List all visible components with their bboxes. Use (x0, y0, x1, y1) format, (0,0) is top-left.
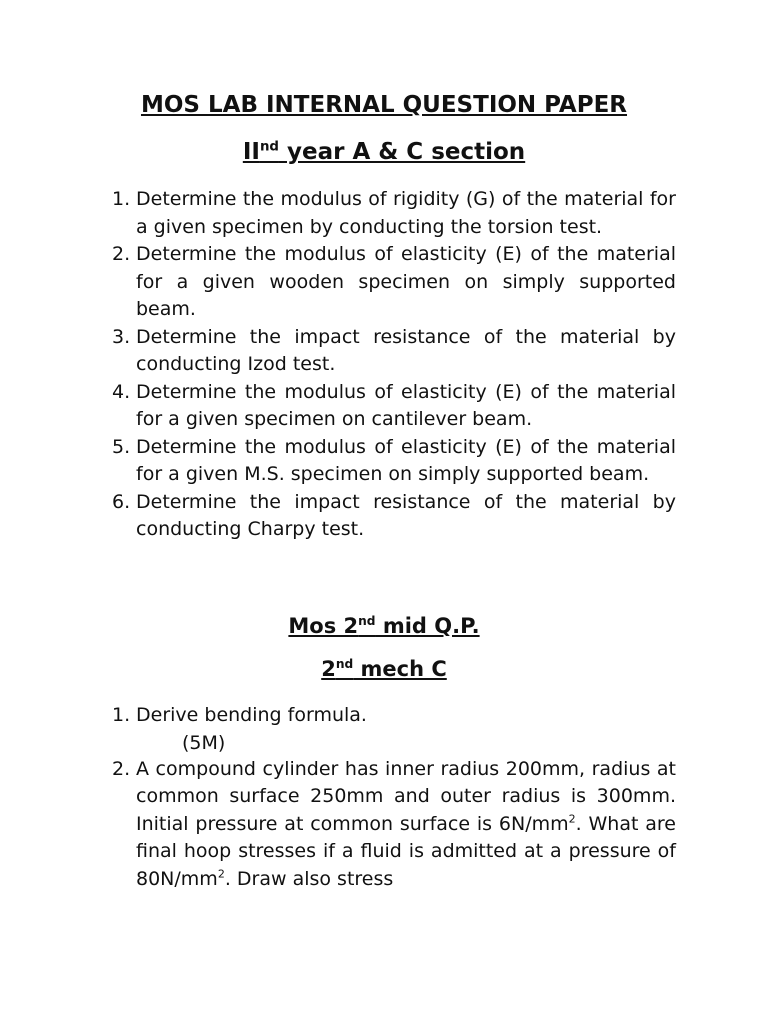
item-text: Determine the impact resistance of the material by conducting Izod test. (136, 325, 676, 375)
item-text: Determine the modulus of rigidity (G) of the material for a given specimen by conducting the torsion test. (136, 188, 676, 238)
item-text: Determine the modulus of elasticity (E) of the material for a given specimen on cantilever beam. (136, 380, 676, 430)
list-item (0, 756, 676, 894)
list-item (0, 489, 676, 544)
item-text (136, 758, 676, 890)
mid-title-rest: mid Q.P. (375, 614, 480, 638)
item-number: 1. (112, 704, 131, 726)
list-item (0, 434, 676, 489)
year-prefix: II (242, 139, 260, 165)
item-text: Determine the modulus of elasticity (E) of the material for a given wooden specimen on simply supported beam. (136, 243, 676, 320)
branch-superscript: nd (335, 657, 354, 671)
item-number: 6. (112, 490, 131, 513)
page-title: MOS LAB INTERNAL QUESTION PAPER (140, 92, 628, 118)
year-rest: year A & C section (278, 139, 526, 165)
item-number: 5. (112, 435, 131, 458)
year-superscript: nd (259, 139, 279, 155)
text-part: A compound cylinder has inner radius 200mm, radius at common surface 250mm and outer radius is 300mm. Initial pressure at common surface is 6N/mm (136, 757, 676, 835)
text-part: . What are final hoop stresses if a fluid is admitted at a pressure of 80N/mm (136, 812, 676, 890)
lab-question-list (0, 186, 676, 544)
branch-prefix: 2 (321, 657, 336, 681)
list-item (0, 324, 676, 379)
mid-title-superscript: nd (358, 614, 376, 628)
item-number: 4. (112, 380, 131, 403)
branch-rest: mech C (353, 657, 447, 681)
list-item (0, 241, 676, 324)
branch-title (0, 659, 768, 680)
superscript: 2 (568, 812, 576, 826)
list-item (0, 702, 676, 756)
superscript: 2 (217, 867, 225, 881)
item-number: 2. (112, 243, 131, 265)
item-number: 2. (112, 757, 131, 780)
mid-qp-title (0, 616, 768, 637)
item-text: Derive bending formula. (136, 704, 367, 726)
item-text: Determine the modulus of elasticity (E) of the material for a given M.S. specimen on simply supported beam. (136, 435, 676, 485)
list-item (0, 379, 676, 434)
text-part: . Draw also stress (224, 867, 394, 890)
list-item (0, 186, 676, 241)
marks-label: (5M) (182, 731, 226, 754)
item-text: Determine the impact resistance of the material by conducting Charpy test. (136, 490, 676, 540)
mid-question-list (0, 702, 676, 893)
section-subtitle (0, 141, 768, 164)
item-number: 3. (112, 325, 131, 348)
mid-title-prefix: Mos 2 (288, 614, 359, 638)
item-number: 1. (112, 188, 131, 210)
